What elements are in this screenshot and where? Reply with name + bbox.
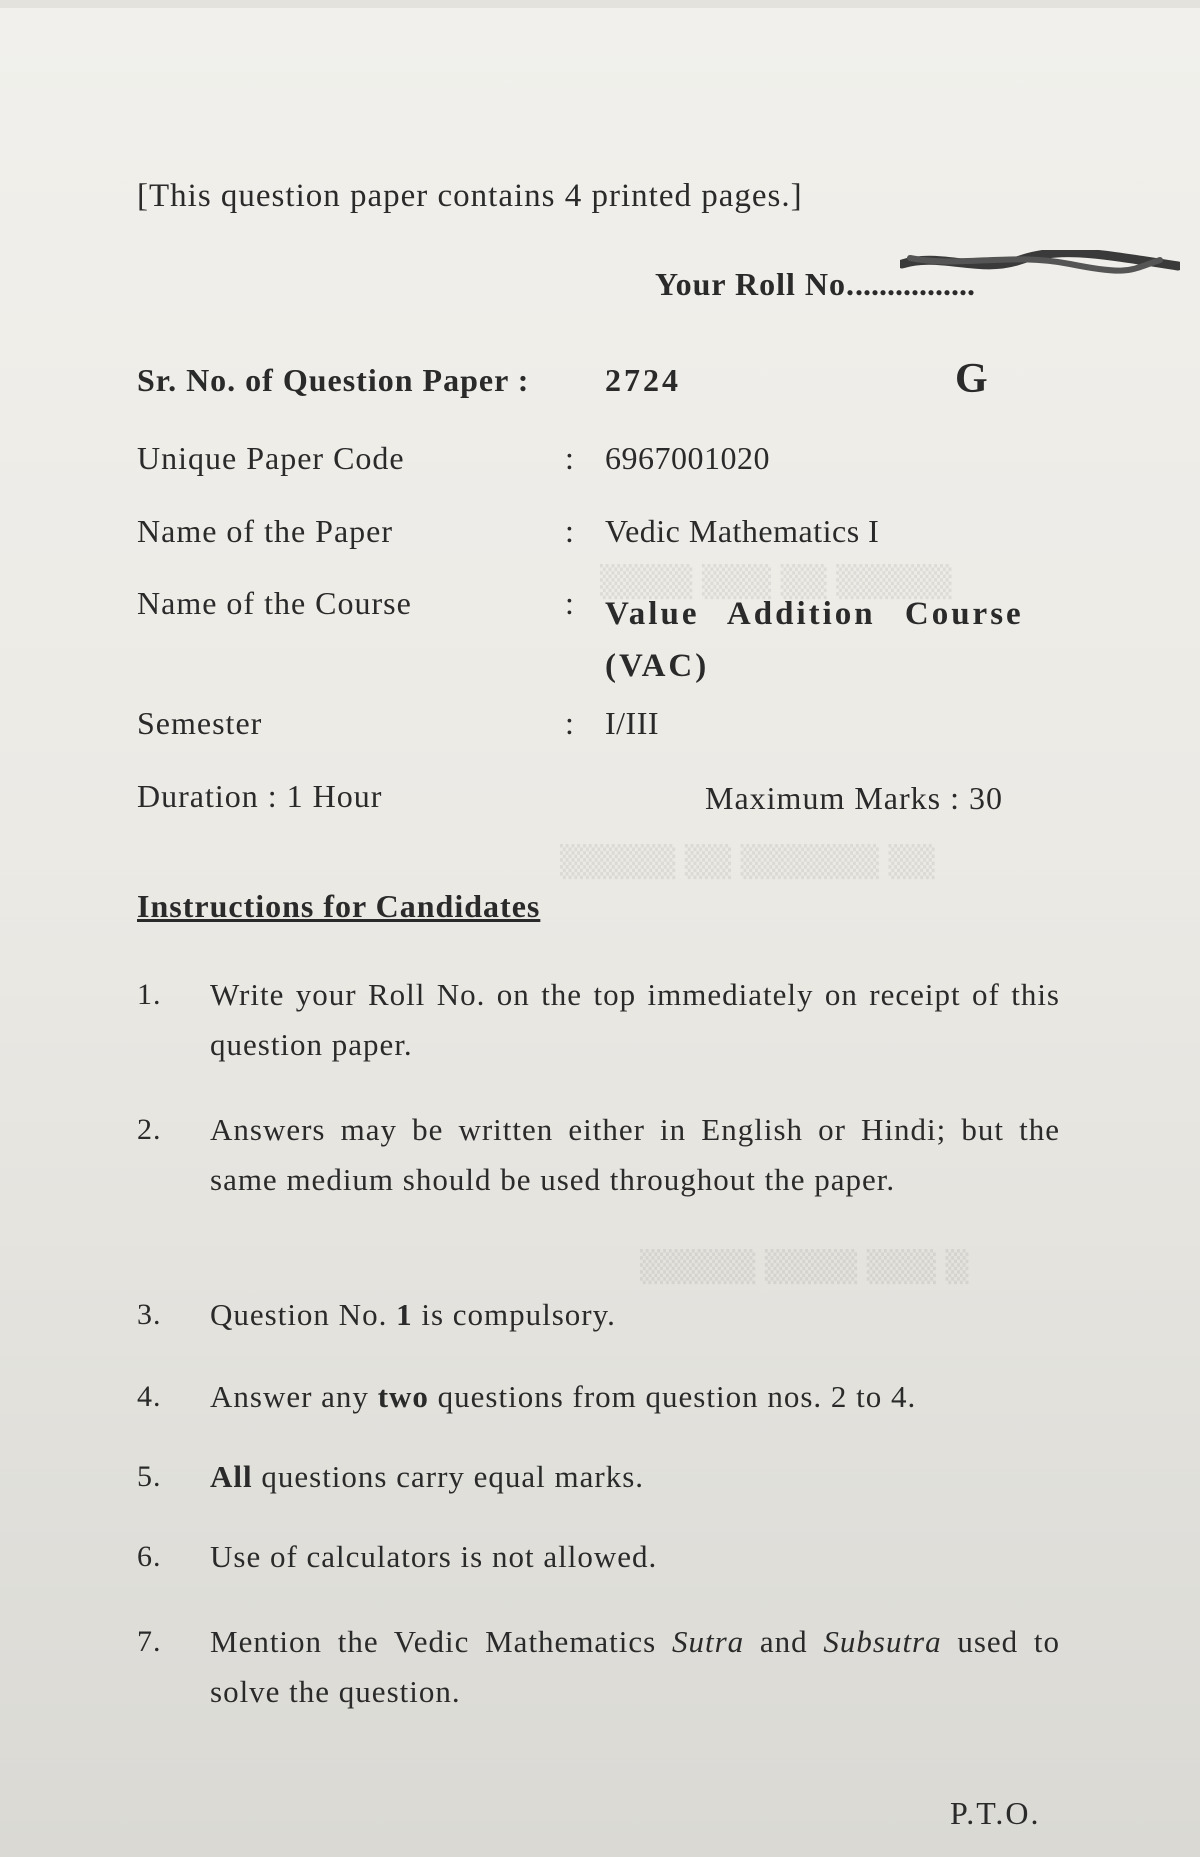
instruction-text-bold: two — [377, 1379, 429, 1414]
colon: : — [565, 440, 574, 476]
instruction-text-part: questions carry equal marks. — [252, 1459, 645, 1494]
colon: : — [565, 705, 574, 741]
instruction-number: 3. — [137, 1298, 162, 1331]
instruction-text — [210, 1372, 1060, 1422]
paper-name-label: Name of the Paper — [137, 513, 394, 549]
instruction-text-part: is compulsory. — [412, 1297, 616, 1332]
instruction-text-part: used to solve the question. — [210, 1624, 1061, 1709]
instruction-text — [210, 1452, 1060, 1502]
roll-dots: ............... — [854, 266, 975, 302]
please-turn-over: P.T.O. — [950, 1795, 1041, 1831]
show-through-text: ▒▒▒▒▒ ▒▒▒▒ ▒▒▒ ▒ — [640, 1250, 969, 1285]
course-value: Value Addition Course (VAC) — [605, 596, 1024, 684]
semester-label: Semester — [137, 705, 263, 741]
instruction-text-bold: All — [210, 1459, 253, 1494]
instruction-text-part: and — [744, 1624, 824, 1659]
instruction-text-bold: 1 — [396, 1297, 413, 1332]
instruction-text: Answers may be written either in English or Hindi; but the same medium should be used throughout the paper. — [210, 1112, 1060, 1197]
paper-name-value: Vedic Mathematics I — [605, 513, 880, 549]
show-through-text: ▒▒▒▒ ▒▒▒ ▒▒ ▒▒▒▒▒ — [600, 565, 952, 600]
instruction-number: 6. — [137, 1540, 162, 1573]
instruction-number: 1. — [137, 978, 162, 1011]
instruction-text-part: Answer any — [210, 1379, 378, 1414]
unique-code-label: Unique Paper Code — [137, 440, 405, 476]
course-label: Name of the Course — [137, 585, 412, 621]
pages-note: [This question paper contains 4 printed pages.] — [137, 178, 803, 214]
colon: : — [565, 585, 574, 621]
duration: Duration : 1 Hour — [137, 778, 383, 814]
instruction-text: Use of calculators is not allowed. — [210, 1539, 658, 1574]
maximum-marks: Maximum Marks : 30 — [705, 780, 1003, 816]
instruction-text — [210, 1617, 1060, 1717]
roll-number-redaction-scribble — [900, 250, 1180, 276]
instructions-heading: Instructions for Candidates — [137, 888, 541, 924]
instruction-number: 5. — [137, 1460, 162, 1493]
roll-label: Your Roll No. — [655, 266, 855, 302]
page-edge — [0, 0, 1200, 8]
colon: : — [565, 513, 574, 549]
instruction-number: 7. — [137, 1625, 162, 1658]
show-through-text: ▒▒▒▒▒ ▒▒ ▒▒▒▒▒▒ ▒▒ — [560, 845, 935, 880]
instruction-text-part: Question No. — [210, 1297, 397, 1332]
instruction-text: Write your Roll No. on the top immediately on receipt of this question paper. — [210, 977, 1060, 1062]
semester-value: I/III — [605, 705, 660, 741]
instruction-text-part: Mention the Vedic Mathematics — [210, 1624, 672, 1659]
instruction-text-italic: Subsutra — [823, 1624, 942, 1659]
instruction-text — [210, 1290, 1060, 1340]
sr-no-label: Sr. No. of Question Paper : — [137, 362, 530, 398]
instruction-text-part: questions from question nos. 2 to 4. — [428, 1379, 917, 1414]
instruction-number: 2. — [137, 1113, 162, 1146]
unique-code-value: 6967001020 — [605, 440, 770, 476]
set-letter: G — [955, 356, 988, 402]
sr-no-value: 2724 — [605, 362, 681, 398]
instruction-number: 4. — [137, 1380, 162, 1413]
instruction-text-italic: Sutra — [671, 1624, 745, 1659]
